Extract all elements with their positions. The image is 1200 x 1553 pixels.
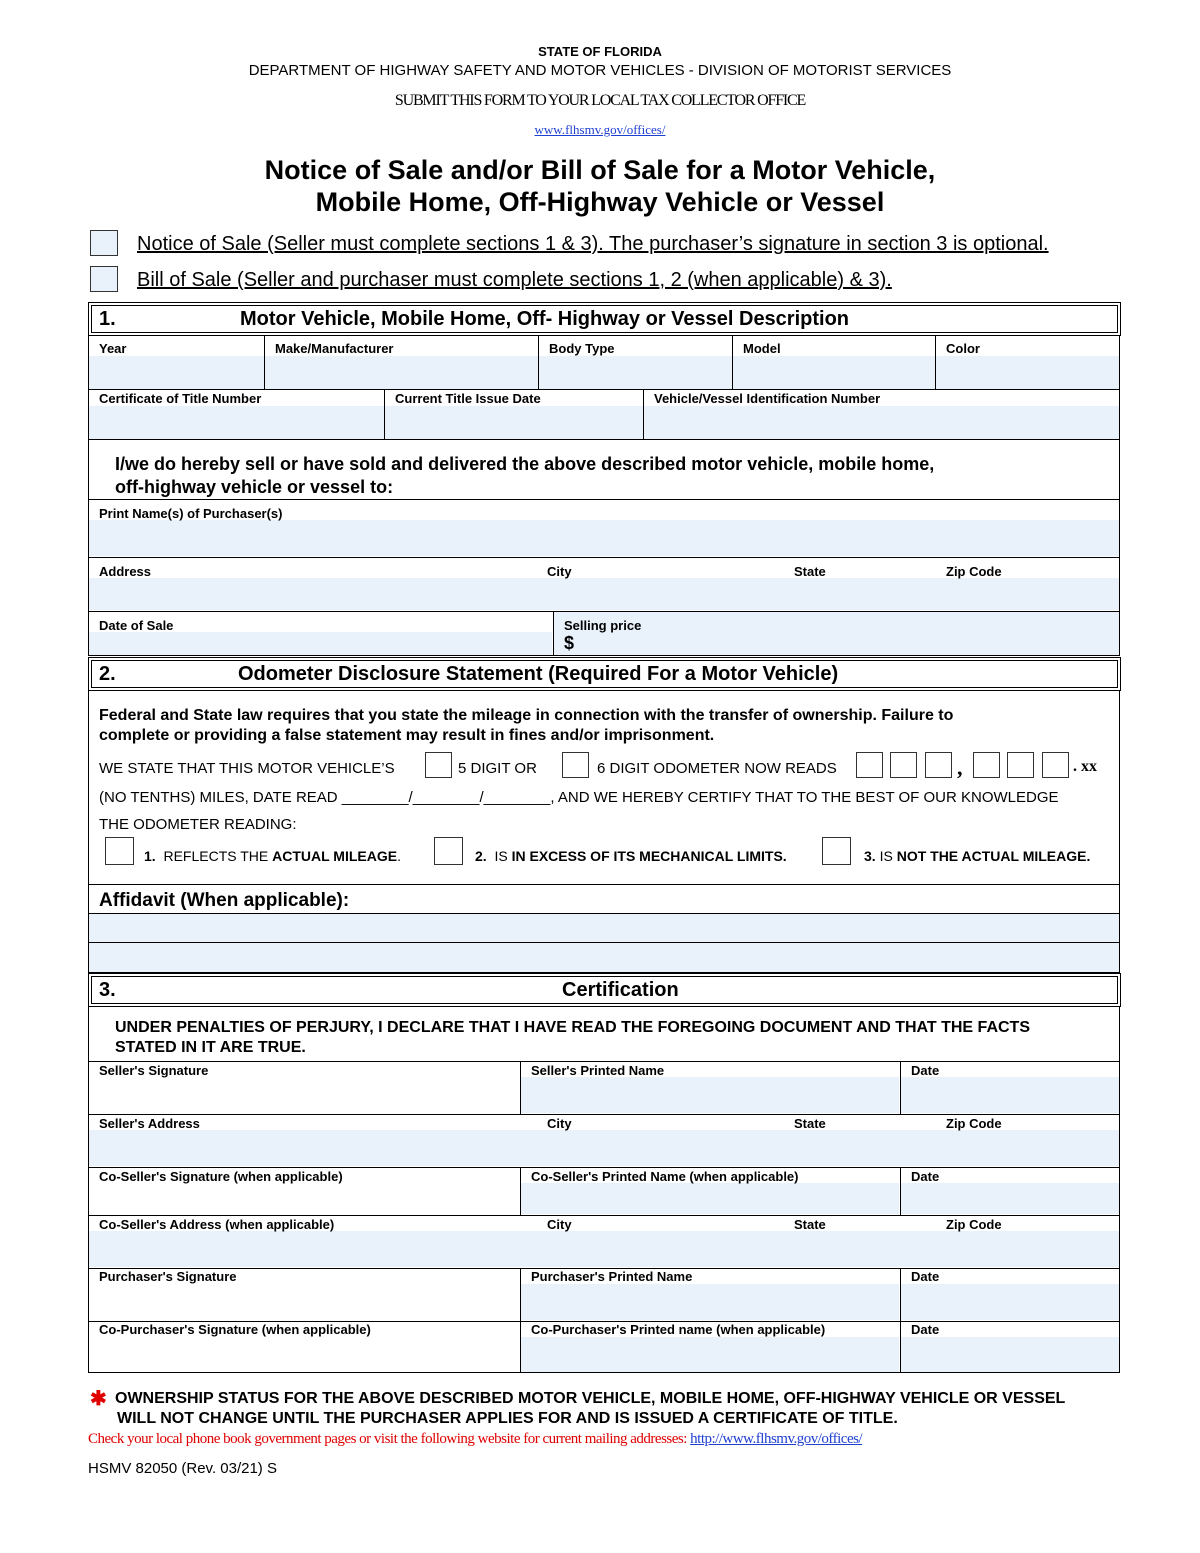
odometer-digit-5[interactable] [1007,752,1034,778]
not-actual-mileage-checkbox[interactable] [822,837,851,865]
odometer-digit-3[interactable] [925,752,952,778]
five-digit-label: 5 DIGIT OR [458,760,537,777]
dollar-sign: $ [564,633,575,653]
seller-date-label: Date [911,1063,940,1078]
coseller-address-label: Co-Seller's Address (when applicable) [99,1217,335,1232]
seller-state-label: State [794,1116,826,1131]
purchaser-printed-name-label: Purchaser's Printed Name [531,1269,693,1284]
coseller-date-label: Date [911,1169,940,1184]
seller-address-label: Seller's Address [99,1116,200,1131]
section1-title: Motor Vehicle, Mobile Home, Off- Highway or Vessel Description [240,308,850,330]
purchaser-name-label: Print Name(s) of Purchaser(s) [99,506,283,521]
department-heading: DEPARTMENT OF HIGHWAY SAFETY AND MOTOR VEHICLES - DIVISION OF MOTORIST SERVICES [248,62,952,79]
title-number-field[interactable] [89,406,384,439]
seller-zip-label: Zip Code [946,1116,1002,1131]
make-field[interactable] [265,356,538,389]
odometer-law-line2: complete or providing a false statement may result in fines and/or imprisonment. [99,727,715,744]
odometer-digit-1[interactable] [856,752,883,778]
notice-of-sale-checkbox[interactable] [90,230,118,256]
five-digit-checkbox[interactable] [425,752,452,778]
model-field[interactable] [733,356,935,389]
mailing-address-link[interactable]: http://www.flhsmv.gov/offices/ [690,1431,863,1447]
no-tenths-text: (NO TENTHS) MILES, DATE READ ________/________/________, AND WE HEREBY CERTIFY THAT TO THE BEST OF OUR KNOWLEDGE [99,789,1059,806]
coseller-city-label: City [547,1217,572,1232]
odometer-tenths-xx: . xx [1073,758,1097,775]
coseller-signature-label: Co-Seller's Signature (when applicable) [99,1169,343,1184]
seller-address-field[interactable] [89,1130,1119,1166]
odometer-reading-text: THE ODOMETER READING: [99,816,297,833]
purchaser-address-field[interactable] [89,578,1119,610]
mailing-address-note: Check your local phone book government pages or visit the following website for current mailing addresses: http://www.flhsmv.gov/offices/ [88,1431,863,1447]
odometer-digit-2[interactable] [890,752,917,778]
make-label: Make/Manufacturer [275,341,394,356]
date-of-sale-field[interactable] [89,632,552,655]
coseller-printed-name-label: Co-Seller's Printed Name (when applicable) [531,1169,799,1184]
state-heading: STATE OF FLORIDA [538,44,662,59]
seller-signature-label: Seller's Signature [99,1063,209,1078]
odometer-digit-6[interactable] [1042,752,1069,778]
section3-header [88,973,1121,1007]
form-title-line2: Mobile Home, Off-Highway Vehicle or Vessel [315,187,885,217]
sale-statement-line1: I/we do hereby sell or have sold and delivered the above described motor vehicle, mobile home, [115,454,935,474]
address-label: Address [99,564,152,579]
copurchaser-printed-name-label: Co-Purchaser's Printed name (when applicable) [531,1322,826,1337]
coseller-date-field[interactable] [901,1183,1119,1214]
sale-statement-line2: off-highway vehicle or vessel to: [115,477,394,497]
section3-number: 3. [99,979,116,1001]
submit-instruction: SUBMIT THIS FORM TO YOUR LOCAL TAX COLLECTOR OFFICE [394,92,806,109]
year-label: Year [99,341,127,356]
odometer-comma: , [957,755,963,780]
asterisk-icon: ✱ [90,1388,107,1410]
vin-field[interactable] [644,406,1119,439]
section3-title: Certification [562,979,679,1001]
title-issue-date-field[interactable] [385,406,643,439]
perjury-line1: UNDER PENALTIES OF PERJURY, I DECLARE THAT I HAVE READ THE FOREGOING DOCUMENT AND THAT THE FACTS [115,1019,1030,1036]
affidavit-label: Affidavit (When applicable): [99,890,350,911]
selling-price-label: Selling price [564,618,642,633]
title-number-label: Certificate of Title Number [99,391,262,406]
coseller-state-label: State [794,1217,826,1232]
six-digit-checkbox[interactable] [562,752,589,778]
color-label: Color [946,341,980,356]
form-number: HSMV 82050 (Rev. 03/21) S [88,1460,277,1477]
perjury-line2: STATED IN IT ARE TRUE. [115,1039,306,1056]
coseller-address-field[interactable] [89,1231,1119,1267]
copurchaser-signature-label: Co-Purchaser's Signature (when applicable) [99,1322,371,1337]
ownership-line1: OWNERSHIP STATUS FOR THE ABOVE DESCRIBED MOTOR VEHICLE, MOBILE HOME, OFF-HIGHWAY VEHICLE OR VESSEL [115,1390,1066,1407]
bill-of-sale-label: Bill of Sale (Seller and purchaser must complete sections 1, 2 (when applicable) & 3). [137,269,892,291]
vin-label: Vehicle/Vessel Identification Number [654,391,881,406]
option1-label: 1. REFLECTS THE ACTUAL MILEAGE. [144,848,401,864]
option3-label: 3. IS NOT THE ACTUAL MILEAGE. [864,848,1091,864]
seller-date-field[interactable] [901,1077,1119,1113]
seller-city-label: City [547,1116,572,1131]
model-label: Model [743,341,781,356]
copurchaser-printed-name-field[interactable] [521,1337,899,1372]
ownership-line2: WILL NOT CHANGE UNTIL THE PURCHASER APPLIES FOR AND IS ISSUED A CERTIFICATE OF TITLE. [117,1410,898,1427]
bill-of-sale-checkbox[interactable] [90,266,118,292]
seller-printed-name-field[interactable] [521,1077,899,1113]
section1-number: 1. [99,308,116,330]
excess-mileage-checkbox[interactable] [434,837,463,865]
option2-label: 2. IS IN EXCESS OF ITS MECHANICAL LIMITS. [475,848,787,864]
coseller-zip-label: Zip Code [946,1217,1002,1232]
notice-of-sale-label: Notice of Sale (Seller must complete sections 1 & 3). The purchaser’s signature in section 3 is optional. [137,233,1049,255]
year-field[interactable] [89,356,264,389]
section2-number: 2. [99,663,116,685]
city-label: City [547,564,572,579]
seller-printed-name-label: Seller's Printed Name [531,1063,665,1078]
form-title-line1: Notice of Sale and/or Bill of Sale for a Motor Vehicle, [264,155,936,185]
title-issue-date-label: Current Title Issue Date [395,391,541,406]
odometer-digit-4[interactable] [973,752,1000,778]
purchaser-printed-name-field[interactable] [521,1284,899,1320]
purchaser-name-field[interactable] [89,520,1119,556]
purchaser-signature-label: Purchaser's Signature [99,1269,237,1284]
section1-header [88,302,1121,336]
purchaser-date-label: Date [911,1269,940,1284]
purchaser-date-field[interactable] [901,1284,1119,1320]
section2-header [88,657,1121,691]
actual-mileage-checkbox[interactable] [105,837,134,865]
date-of-sale-label: Date of Sale [99,618,174,633]
coseller-printed-name-field[interactable] [521,1183,899,1214]
body-type-field[interactable] [539,356,732,389]
six-digit-label: 6 DIGIT ODOMETER NOW READS [597,760,837,777]
section2-title: Odometer Disclosure Statement (Required For a Motor Vehicle) [238,663,839,685]
offices-link[interactable]: www.flhsmv.gov/offices/ [534,122,666,137]
we-state-text: WE STATE THAT THIS MOTOR VEHICLE’S [99,760,395,777]
copurchaser-date-label: Date [911,1322,940,1337]
color-field[interactable] [936,356,1119,389]
affidavit-line1[interactable] [89,914,1119,942]
odometer-law-line1: Federal and State law requires that you state the mileage in connection with the transfer of ownership. Failure to [99,707,954,724]
affidavit-line2[interactable] [89,943,1119,972]
state-label: State [794,564,826,579]
zip-label: Zip Code [946,564,1002,579]
copurchaser-date-field[interactable] [901,1337,1119,1372]
body-type-label: Body Type [549,341,615,356]
